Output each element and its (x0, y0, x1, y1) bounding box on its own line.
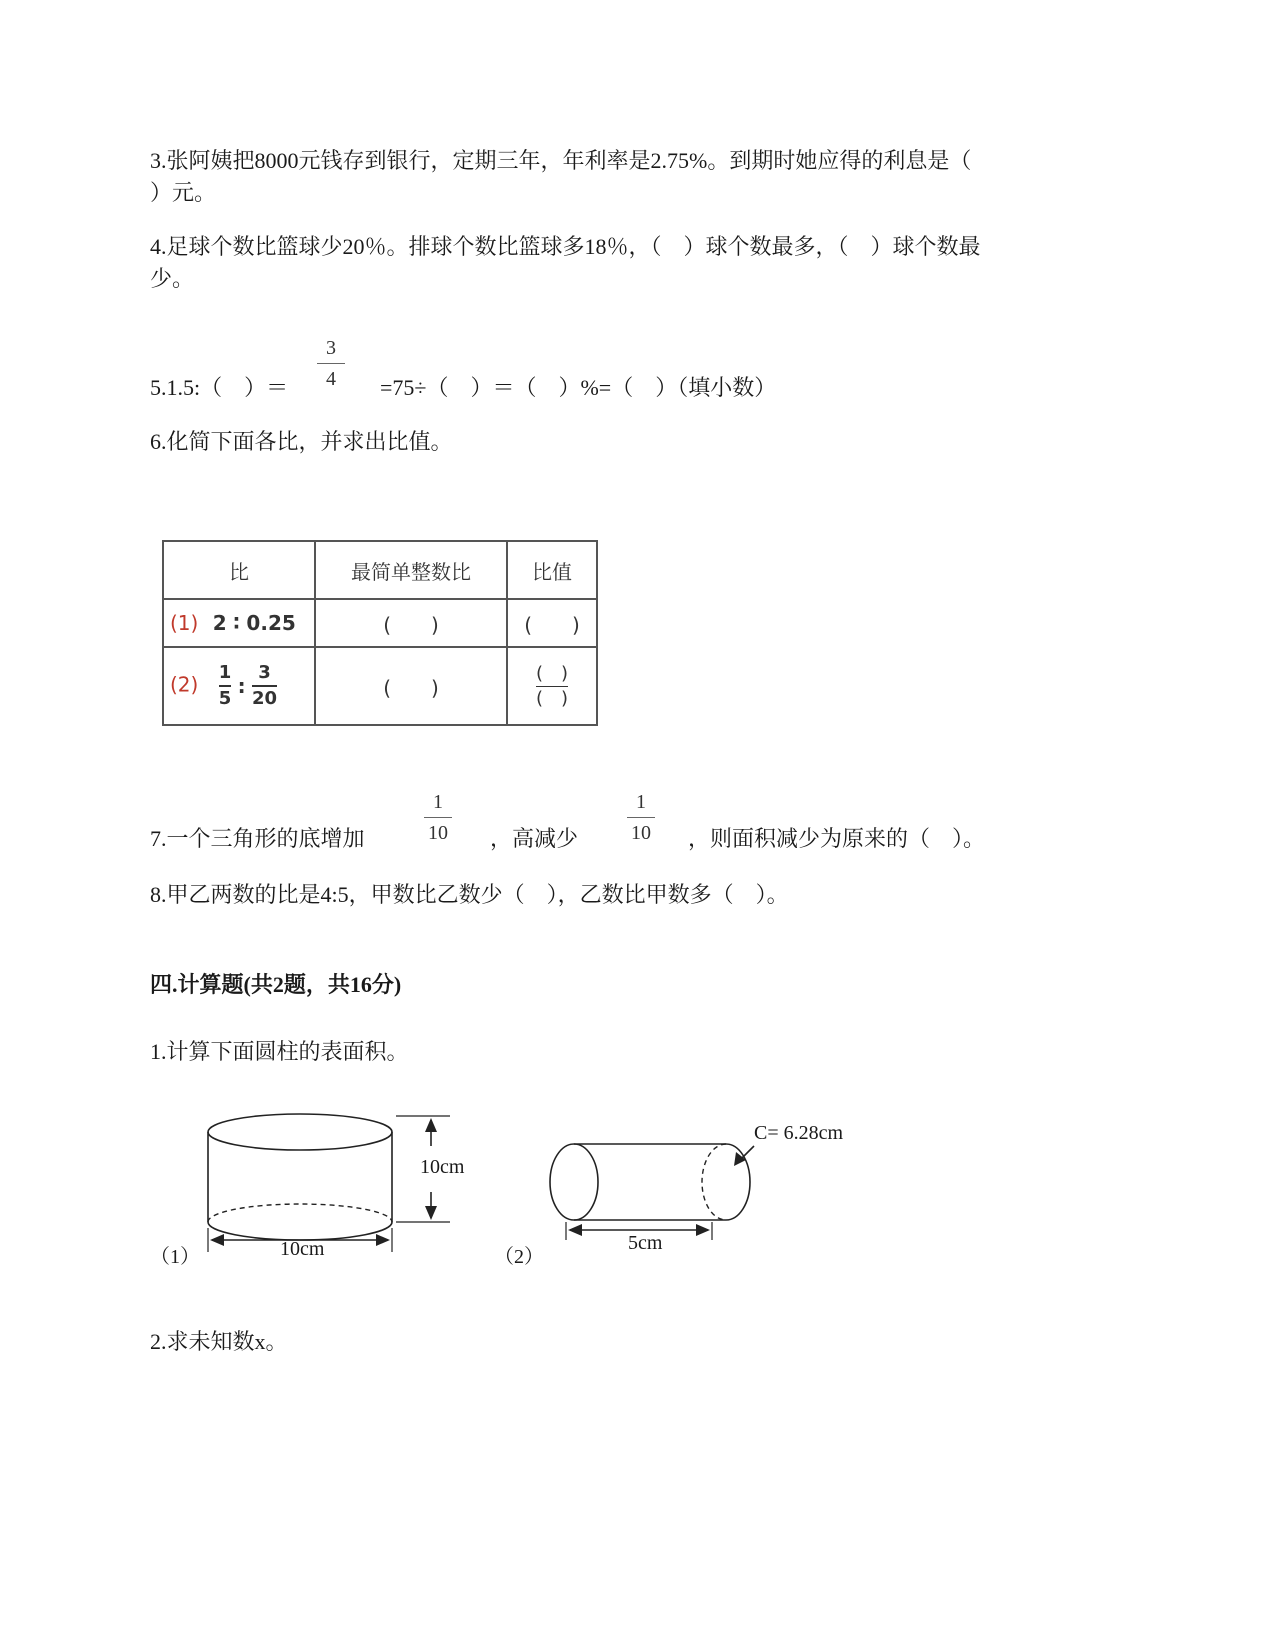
question-5-prefix: 5.1.5:（ ）＝ (150, 375, 289, 400)
fig2-length-label: 5cm (628, 1232, 663, 1254)
fraction-numerator: 3 (326, 337, 336, 359)
question-4-line1: 4.足球个数比篮球少20％。排球个数比篮球多18％，（ ）球个数最多，（ ）球个数最 (150, 234, 981, 259)
question-4-line2: 少。 (150, 266, 195, 291)
fig1-height-label: 10cm (420, 1156, 465, 1178)
header-ratio: 比 (163, 541, 315, 599)
fraction-denominator: 4 (326, 368, 336, 390)
fraction-bar (219, 685, 232, 687)
fraction-bar (536, 686, 568, 687)
question-5-suffix: =75÷（ ）＝（ ）%=（ ）（填小数） (380, 375, 777, 400)
fraction-bar (627, 817, 655, 818)
fig2-circumference-label: C= 6.28cm (754, 1122, 844, 1144)
row1-value-blank: ( ) (507, 599, 597, 647)
ratio-table (162, 540, 598, 726)
fraction-numerator: 3 (258, 662, 271, 683)
fraction-numerator: 1 (218, 662, 232, 683)
row2-fraction-b (252, 662, 277, 710)
row2-value-cell (507, 647, 597, 725)
fraction-denominator: 20 (251, 688, 278, 709)
cylinder-figure-1 (150, 1100, 490, 1300)
question-7-fraction-2 (623, 790, 659, 845)
header-simplest-ratio: 最简单整数比 (315, 541, 507, 599)
table-header-row (163, 541, 597, 599)
row2-label: (2) (170, 672, 199, 697)
table-row (163, 599, 597, 647)
calc-2-text: 2.求未知数x。 (150, 1329, 288, 1354)
table-row (163, 647, 597, 725)
question-7-prefix: 7.一个三角形的底增加 (150, 826, 365, 851)
row2-simplest-blank: ( ) (315, 647, 507, 725)
calc-1-text: 1.计算下面圆柱的表面积。 (150, 1039, 409, 1064)
question-8-text: 8.甲乙两数的比是4:5，甲数比乙数少（ ），乙数比甲数多（ ）。 (150, 882, 789, 907)
question-7-middle: ，高减少 (490, 826, 579, 851)
fraction-bar (424, 817, 452, 818)
fraction-numerator: 1 (433, 791, 443, 813)
row1-ratio-cell (163, 599, 315, 647)
fig1-label: （1） (150, 1246, 200, 1268)
question-5-fraction (313, 336, 349, 391)
fraction-denominator: ( ) (535, 687, 569, 709)
fraction-bar (317, 363, 345, 364)
row1-label: (1) (170, 611, 199, 635)
fraction-numerator: 1 (636, 791, 646, 813)
section-4-title: 四.计算题(共2题，共16分) (150, 972, 402, 997)
fraction-denominator: 5 (218, 688, 232, 709)
fraction-bar (252, 685, 277, 687)
question-7-suffix: ，则面积减少为原来的（ ）。 (688, 826, 986, 851)
fraction-denominator: 10 (428, 822, 448, 844)
row1-ratio: 2 ∶ 0.25 (212, 611, 296, 635)
row2-fraction-a (219, 662, 232, 710)
fig2-label: （2） (494, 1246, 544, 1268)
row1-simplest-blank: ( ) (315, 599, 507, 647)
fig1-diameter-label: 10cm (280, 1238, 325, 1260)
question-3-line1: 3.张阿姨把8000元钱存到银行，定期三年，年利率是2.75%。到期时她应得的利息是（ (150, 148, 972, 173)
question-6-text: 6.化简下面各比，并求出比值。 (150, 429, 453, 454)
ratio-colon: : (237, 674, 246, 698)
fraction-denominator: 10 (631, 822, 651, 844)
header-ratio-value: 比值 (507, 541, 597, 599)
question-3-line2: ）元。 (150, 180, 217, 205)
row2-value-fraction (536, 663, 568, 710)
fraction-numerator: ( ) (535, 662, 569, 684)
row2-ratio-cell (163, 647, 315, 725)
question-7-fraction-1 (420, 790, 456, 845)
